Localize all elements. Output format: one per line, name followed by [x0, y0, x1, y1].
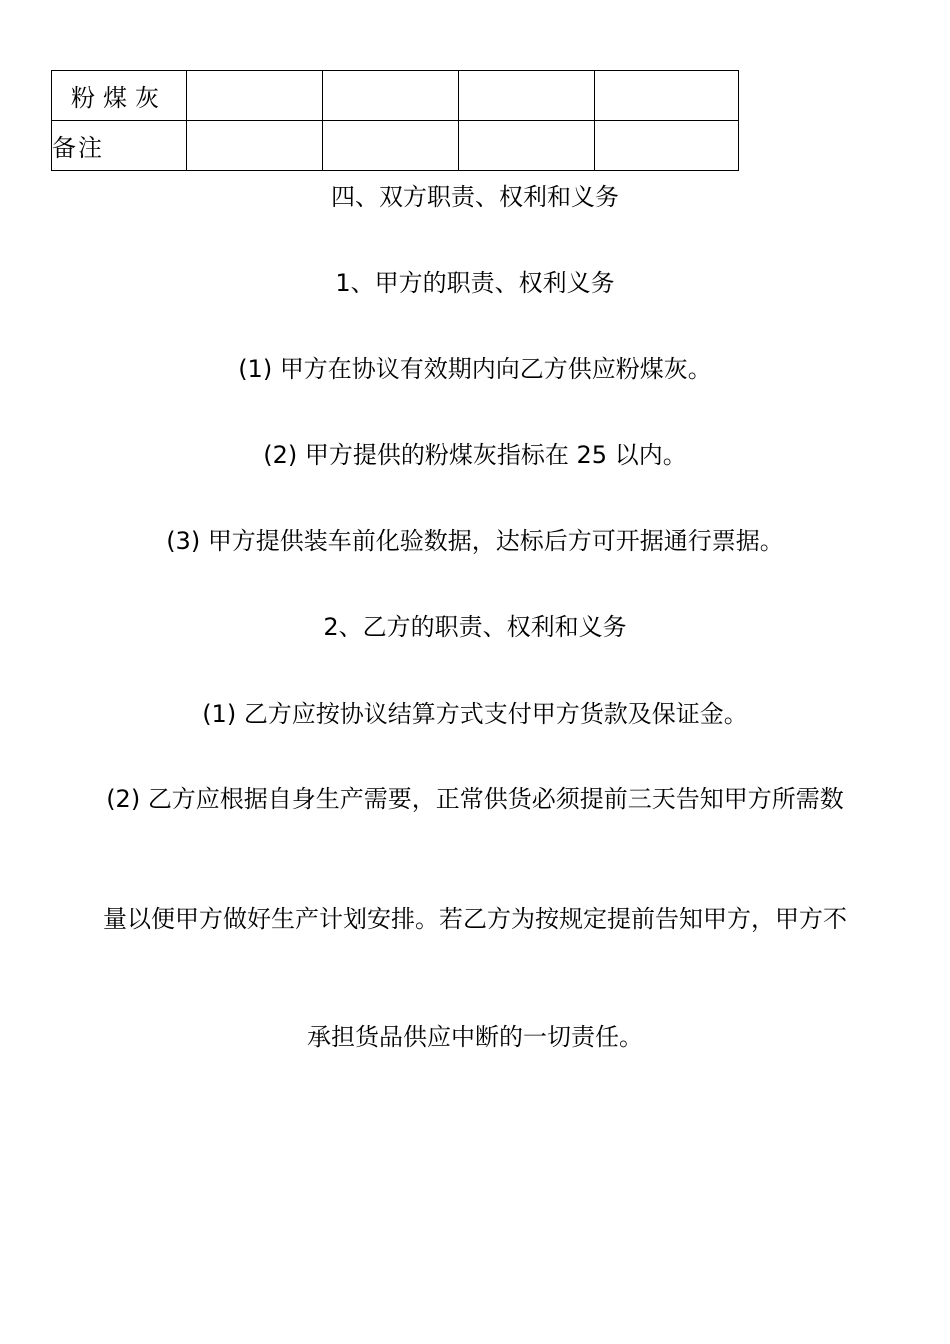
party-b-heading: 2、乙方的职责、权利和义务 — [323, 613, 627, 641]
table-cell — [595, 71, 739, 121]
table-cell — [595, 121, 739, 171]
table-cell — [187, 71, 323, 121]
party-b-item-2-line-1: (2) 乙方应根据自身生产需要，正常供货必须提前三天告知甲方所需数 — [106, 785, 844, 813]
table-row — [52, 71, 739, 121]
party-b-item-2-line-2: 量以便甲方做好生产计划安排。若乙方为按规定提前告知甲方，甲方不 — [103, 905, 847, 933]
row-label: 备注 — [52, 121, 187, 171]
party-a-item-2: (2) 甲方提供的粉煤灰指标在 25 以内。 — [263, 441, 687, 469]
party-a-item-3: (3) 甲方提供装车前化验数据，达标后方可开据通行票据。 — [166, 527, 784, 555]
party-a-item-1: (1) 甲方在协议有效期内向乙方供应粉煤灰。 — [238, 355, 712, 383]
party-b-item-2-line-3: 承担货品供应中断的一切责任。 — [307, 1023, 643, 1051]
material-table — [51, 70, 739, 171]
table-row — [52, 121, 739, 171]
table-cell — [323, 121, 459, 171]
table-cell — [187, 121, 323, 171]
party-b-item-1: (1) 乙方应按协议结算方式支付甲方货款及保证金。 — [202, 700, 748, 728]
table-cell — [459, 71, 595, 121]
table-cell — [459, 121, 595, 171]
row-label: 粉煤灰 — [52, 71, 187, 121]
table-cell — [323, 71, 459, 121]
section-heading: 四、双方职责、权利和义务 — [331, 183, 619, 211]
party-a-heading: 1、甲方的职责、权利义务 — [335, 269, 615, 297]
